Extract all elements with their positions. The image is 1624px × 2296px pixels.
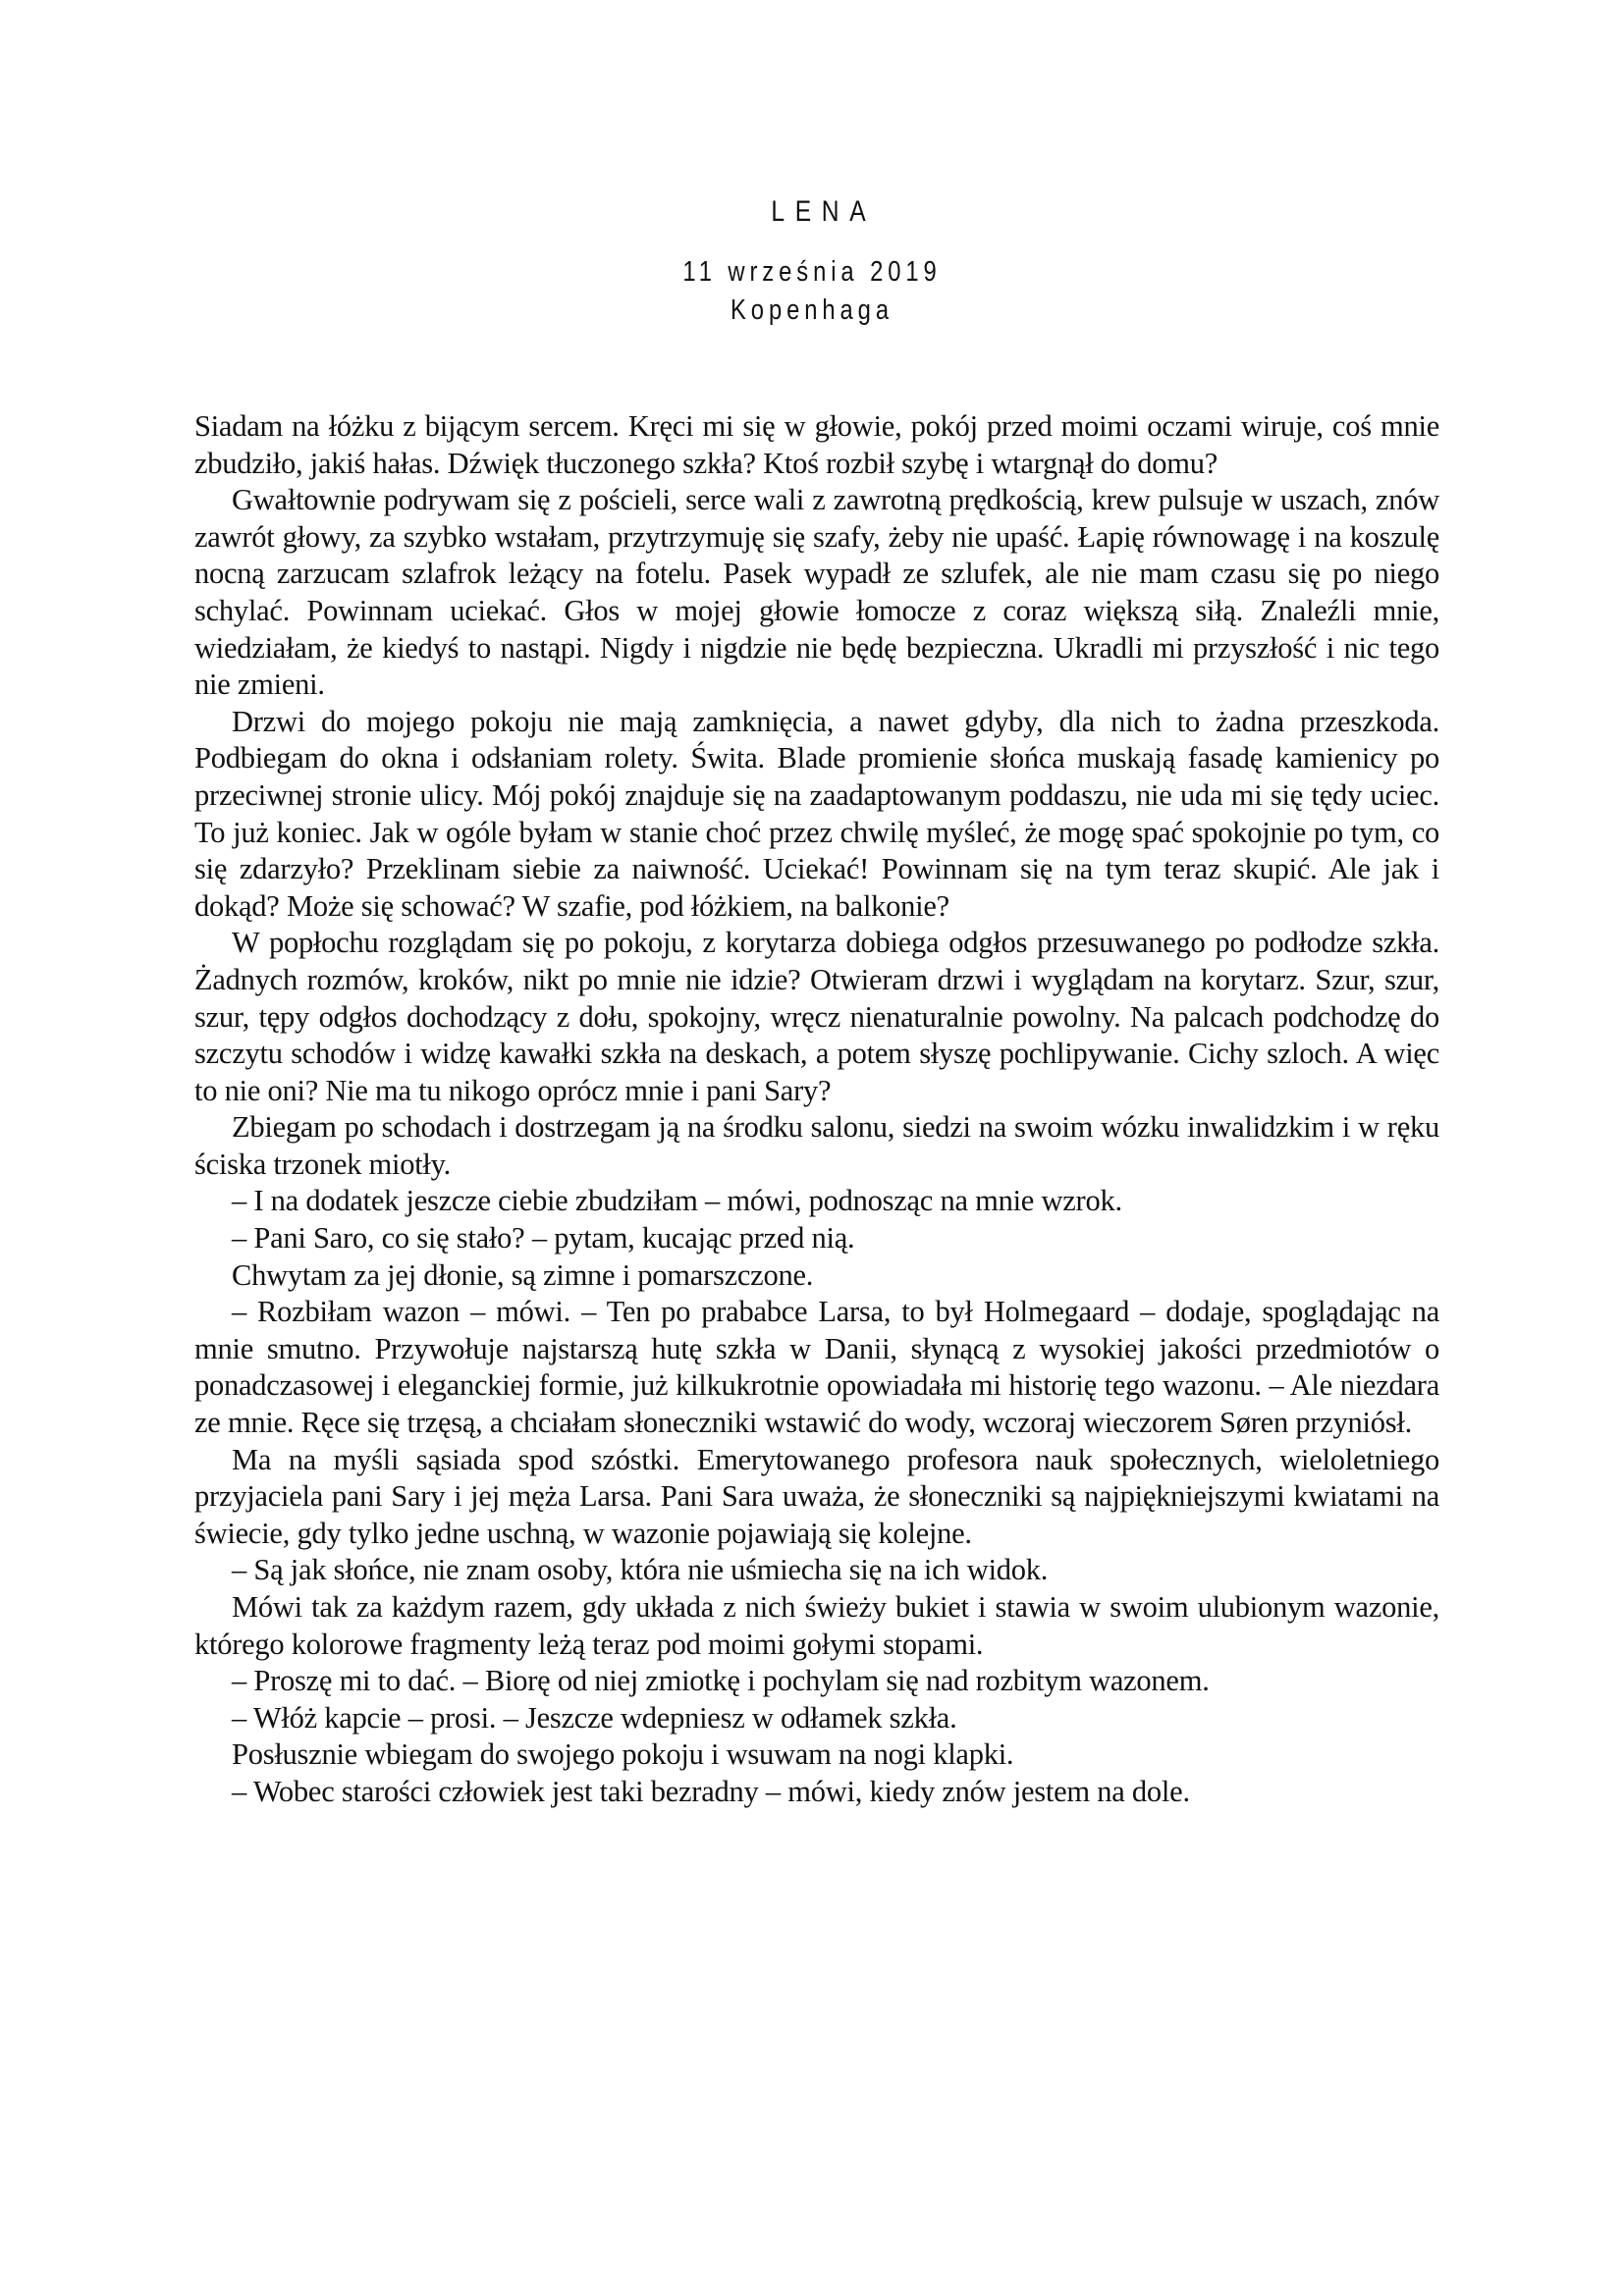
body-text: [194, 408, 1439, 1811]
paragraph: Ma na myśli sąsiada spod szóstki. Emerytowanego profesora nauk społecznych, wieloletniego przyjaciela pani Sary i jej męża Larsa. Pani Sara uważa, że słoneczniki są najpiękniejszymi kwiatami na świecie, gdy tylko jedne uschną, w wazonie pojawiają się kolejne.: [194, 1442, 1439, 1550]
paragraph: Siadam na łóżku z bijącym sercem. Kręci mi się w głowie, pokój przed moimi oczami wiruje, coś mnie zbudziło, jakiś hałas. Dźwięk tłuczonego szkła? Ktoś rozbił szybę i wtargnął do domu?: [194, 409, 1439, 480]
chapter-location: Kopenhaga: [731, 294, 893, 326]
dialogue-line: – Wobec starości człowiek jest taki bezradny – mówi, kiedy znów jestem na dole.: [232, 1774, 1190, 1808]
chapter-title: LENA: [771, 195, 877, 228]
dialogue-line: – I na dodatek jeszcze ciebie zbudziłam – mówi, podnosząc na mnie wzrok.: [232, 1184, 1122, 1218]
paragraph: Chwytam za jej dłonie, są zimne i pomarszczone.: [232, 1257, 814, 1292]
dialogue-line: – Proszę mi to dać. – Biorę od niej zmiotkę i pochylam się nad rozbitym wazonem.: [232, 1664, 1210, 1698]
dialogue-line: – Włóż kapcie – prosi. – Jeszcze wdepniesz w odłamek szkła.: [232, 1700, 957, 1735]
paragraph: Zbiegam po schodach i dostrzegam ją na środku salonu, siedzi na swoim wózku inwalidzkim i w ręku ściska trzonek miotły.: [194, 1110, 1439, 1181]
dialogue-line: – Pani Saro, co się stało? – pytam, kucając przed nią.: [232, 1221, 855, 1255]
dialogue-line: – Są jak słońce, nie znam osoby, która nie uśmiecha się na ich widok.: [232, 1553, 1049, 1587]
paragraph: Mówi tak za każdym razem, gdy układa z nich świeży bukiet i stawia w swoim ulubionym wazonie, którego kolorowe fragmenty leżą teraz pod moimi gołymi stopami.: [194, 1590, 1439, 1661]
paragraph: Gwałtownie podrywam się z pościeli, serce wali z zawrotną prędkością, krew pulsuje w uszach, znów zawrót głowy, za szybko wstałam, przytrzymuję się szafy, żeby nie upaść. Łapię równowagę i na koszulę nocną zarzucam szlafrok leżący na fotelu. Pasek wypadł ze szlufek, ale nie mam czasu się po niego schylać. Powinnam uciekać. Głos w mojej głowie łomocze z coraz większą siłą. Znaleźli mnie, wiedziałam, że kiedyś to nastąpi. Nigdy i nigdzie nie będę bezpieczna. Ukradli mi przyszłość i nic tego nie zmieni.: [194, 483, 1439, 702]
paragraph: W popłochu rozglądam się po pokoju, z korytarza dobiega odgłos przesuwanego po podłodze szkła. Żadnych rozmów, kroków, nikt po mnie nie idzie? Otwieram drzwi i wyglądam na korytarz. Szur, szur, szur, tępy odgłos dochodzący z dołu, spokojny, wręcz nienaturalnie powolny. Na palcach podchodzę do szczytu schodów i widzę kawałki szkła na deskach, a potem słyszę pochlipywanie. Cichy szloch. A więc to nie oni? Nie ma tu nikogo oprócz mnie i pani Sary?: [194, 926, 1439, 1107]
chapter-date: 11 września 2019: [682, 256, 942, 288]
dialogue-line: – Rozbiłam wazon – mówi. – Ten po prababce Larsa, to był Holmegaard – dodaje, spoglądając na mnie smutno. Przywołuje najstarszą hutę szkła w Danii, słynącą z wysokiej jakości przedmiotów o ponadczasowej i eleganckiej formie, już kilkukrotnie opowiadała mi historię tego wazonu. – Ale niezdara ze mnie. Ręce się trzęsą, a chciałam słoneczniki wstawić do wody, wczoraj wieczorem Søren przyniósł.: [194, 1295, 1439, 1440]
paragraph: Posłusznie wbiegam do swojego pokoju i wsuwam na nogi klapki.: [232, 1737, 1014, 1772]
paragraph: Drzwi do mojego pokoju nie mają zamknięcia, a nawet gdyby, dla nich to żadna przeszkoda. Podbiegam do okna i odsłaniam rolety. Świta. Blade promienie słońca muskają fasadę kamienicy po przeciwnej stronie ulicy. Mój pokój znajduje się na zaadaptowanym poddaszu, nie uda mi się tędy uciec. To już koniec. Jak w ogóle byłam w stanie choć przez chwilę myśleć, że mogę spać spokojnie po tym, co się zdarzyło? Przeklinam siebie za naiwność. Uciekać! Powinnam się na tym teraz skupić. Ale jak i dokąd? Może się schować? W szafie, pod łóżkiem, na balkonie?: [194, 704, 1439, 923]
